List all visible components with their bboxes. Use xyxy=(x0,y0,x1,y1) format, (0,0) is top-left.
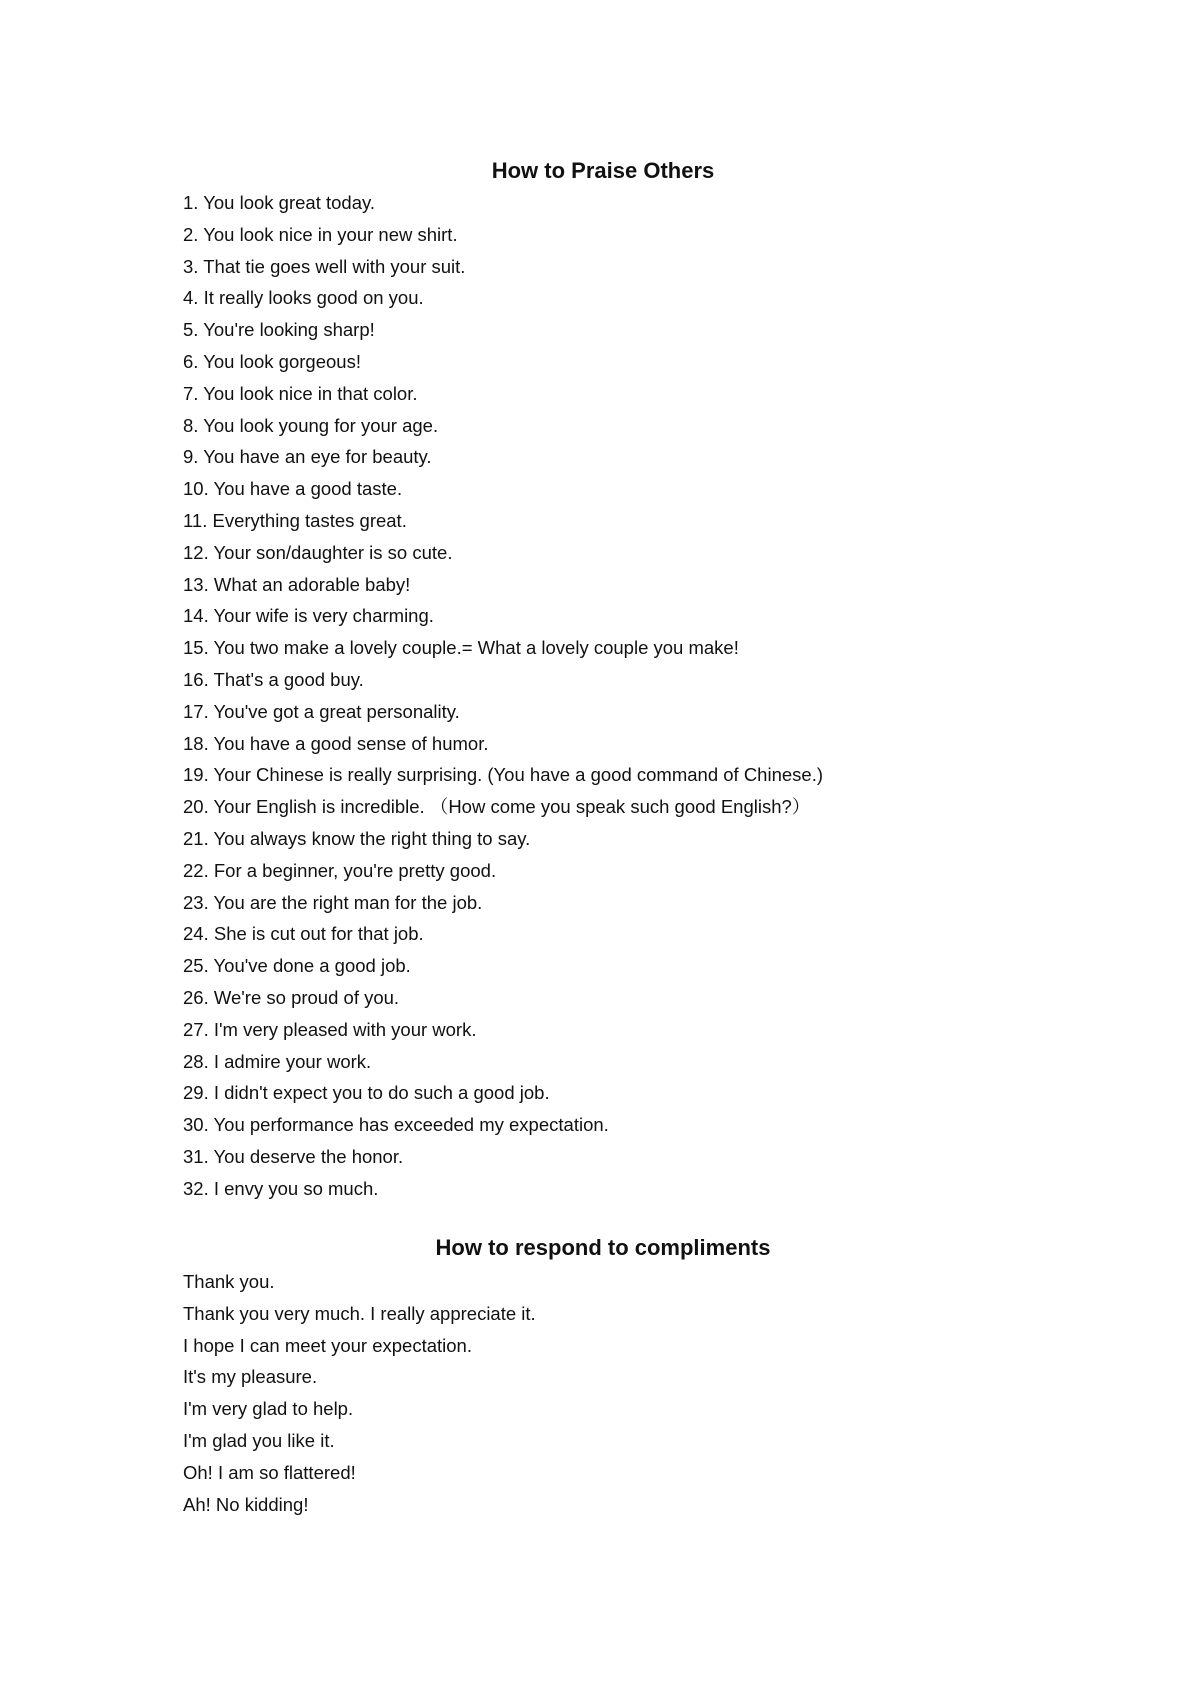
praise-phrase-item: 22. For a beginner, you're pretty good. xyxy=(183,859,497,881)
praise-phrase-item: 14. Your wife is very charming. xyxy=(183,605,434,627)
praise-phrase-item: 1. You look great today. xyxy=(183,192,376,213)
praise-phrase-item: 28. I admire your work. xyxy=(183,1050,372,1072)
praise-phrase-item: 10. You have a good taste. xyxy=(183,478,403,500)
praise-phrase-item: 17. You've got a great personality. xyxy=(183,700,460,722)
response-phrase-item: Thank you. xyxy=(183,1271,275,1292)
praise-phrase-item: 16. That's a good buy. xyxy=(183,668,364,690)
praise-phrase-item: 24. She is cut out for that job. xyxy=(183,923,424,945)
praise-phrase-item: 32. I envy you so much. xyxy=(183,1177,379,1199)
praise-phrase-item: 20. Your English is incredible. （How come you speak such good English?） xyxy=(183,796,811,818)
praise-phrase-item: 25. You've done a good job. xyxy=(183,955,411,977)
praise-phrase-item: 7. You look nice in that color. xyxy=(183,382,418,404)
praise-phrase-item: 19. Your Chinese is really surprising. (You have a good command of Chinese.) xyxy=(183,764,823,786)
praise-section xyxy=(183,156,1023,1205)
praise-phrase-item: 3. That tie goes well with your suit. xyxy=(183,255,466,277)
response-phrase-item: It's my pleasure. xyxy=(183,1366,318,1388)
praise-phrase-item: 26. We're so proud of you. xyxy=(183,986,400,1008)
respond-list xyxy=(183,1266,1023,1520)
praise-phrase-item: 15. You two make a lovely couple.= What a lovely couple you make! xyxy=(183,637,739,659)
respond-heading: How to respond to compliments xyxy=(435,1235,771,1260)
praise-phrase-item: 27. I'm very pleased with your work. xyxy=(183,1018,477,1040)
response-phrase-item: I'm very glad to help. xyxy=(183,1398,354,1420)
praise-phrase-item: 2. You look nice in your new shirt. xyxy=(183,223,458,245)
praise-list xyxy=(183,187,1023,1205)
praise-phrase-item: 4. It really looks good on you. xyxy=(183,287,424,309)
respond-section xyxy=(183,1233,1023,1520)
praise-phrase-item: 30. You performance has exceeded my expectation. xyxy=(183,1114,609,1136)
praise-phrase-item: 11. Everything tastes great. xyxy=(183,509,407,531)
praise-phrase-item: 29. I didn't expect you to do such a good job. xyxy=(183,1082,550,1104)
praise-phrase-item: 23. You are the right man for the job. xyxy=(183,891,483,913)
praise-phrase-item: 18. You have a good sense of humor. xyxy=(183,732,489,754)
response-phrase-item: I'm glad you like it. xyxy=(183,1429,335,1451)
praise-phrase-item: 9. You have an eye for beauty. xyxy=(183,446,432,468)
praise-phrase-item: 8. You look young for your age. xyxy=(183,414,439,436)
response-phrase-item: I hope I can meet your expectation. xyxy=(183,1334,472,1356)
praise-heading: How to Praise Others xyxy=(491,158,715,183)
praise-phrase-item: 21. You always know the right thing to say. xyxy=(183,827,531,849)
praise-phrase-item: 6. You look gorgeous! xyxy=(183,350,361,372)
praise-phrase-item: 13. What an adorable baby! xyxy=(183,573,411,595)
praise-phrase-item: 5. You're looking sharp! xyxy=(183,319,375,341)
response-phrase-item: Oh! I am so flattered! xyxy=(183,1461,356,1483)
praise-phrase-item: 12. Your son/daughter is so cute. xyxy=(183,541,453,563)
response-phrase-item: Thank you very much. I really appreciate it. xyxy=(183,1302,536,1324)
praise-phrase-item: 31. You deserve the honor. xyxy=(183,1145,404,1167)
response-phrase-item: Ah! No kidding! xyxy=(183,1493,309,1515)
